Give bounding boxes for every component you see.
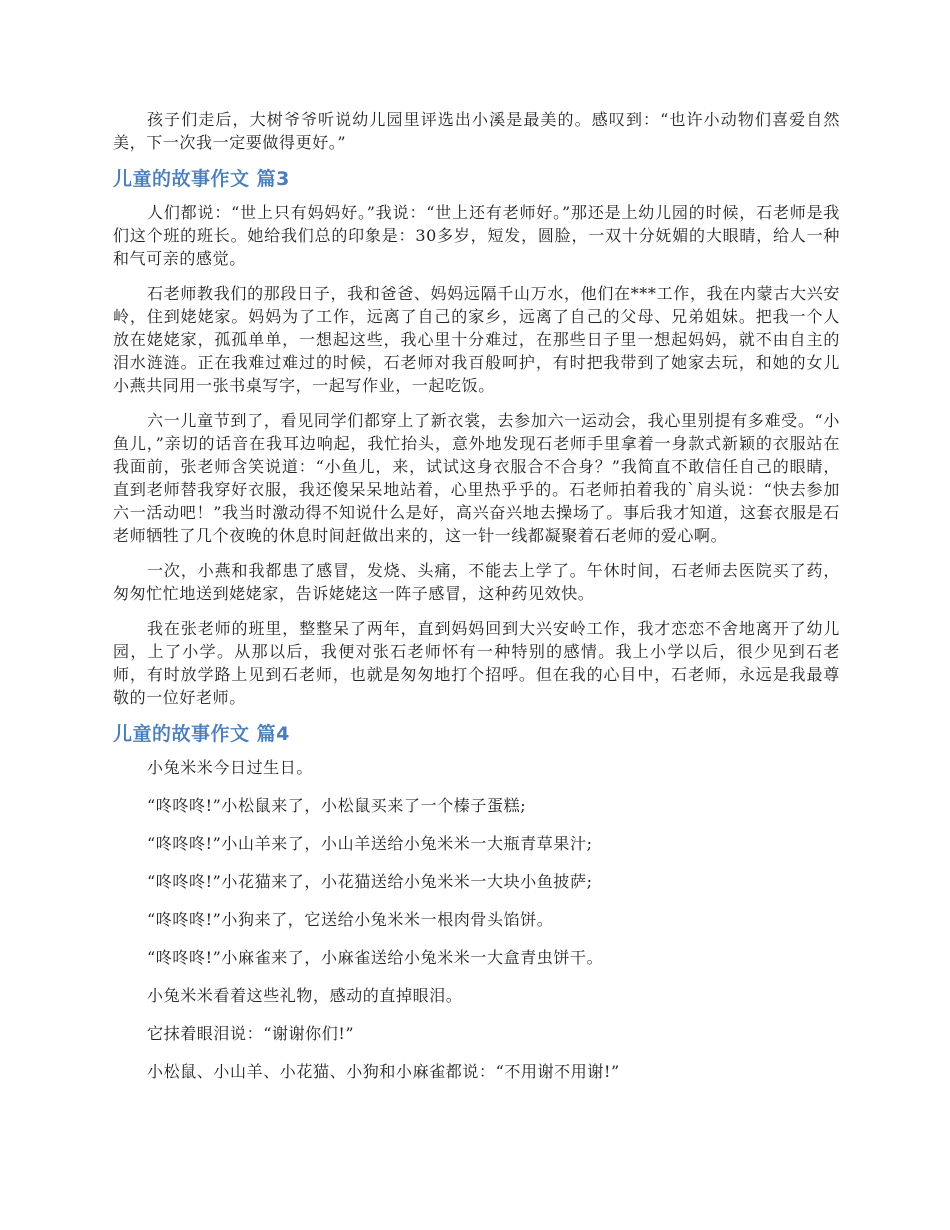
section-3-paragraph-5: 我在张老师的班里，整整呆了两年，直到妈妈回到大兴安岭工作，我才恋恋不舍地离开了幼儿园，上了小学。从那以后，我便对张石老师怀有一种特别的感情。我上小学以后，很少见到石老师，有时放学路上见到石老师，也就是匆匆地打个招呼。但在我的心目中，石老师，永远是我最尊敬的一位好老师。 <box>113 619 840 707</box>
section-4-line-7: 小兔米米看着这些礼物，感动的直掉眼泪。 <box>147 986 463 1005</box>
section-4-heading: 儿童的故事作文 篇4 <box>113 723 290 745</box>
section-4-line-5: “咚咚咚!”小狗来了，它送给小兔米米一根肉骨头馅饼。 <box>147 910 554 929</box>
section-4-line-3: “咚咚咚!”小山羊来了，小山羊送给小兔米米一大瓶青草果汁; <box>147 834 593 853</box>
section-4-line-8: 它抹着眼泪说：“谢谢你们!” <box>147 1024 355 1043</box>
section-4-line-1: 小兔米米今日过生日。 <box>147 758 314 777</box>
document-page <box>113 108 840 1098</box>
section-3-heading: 儿童的故事作文 篇3 <box>113 168 290 190</box>
section-4-line-4: “咚咚咚!”小花猫来了，小花猫送给小兔米米一大块小鱼披萨; <box>147 872 593 891</box>
section-3-paragraph-2: 石老师教我们的那段日子，我和爸爸、妈妈远隔千山万水，他们在***工作，我在内蒙古大兴安岭，住到姥姥家。妈妈为了工作，远离了自己的家乡，远离了自己的父母、兄弟姐妹。把我一个人放在姥姥家，孤孤单单，一想起这些，我心里十分难过，在那些日子里一想起妈妈，就不由自主的泪水涟涟。正在我难过难过的时候，石老师对我百般呵护，有时把我带到了她家去玩，和她的女儿小燕共同用一张书桌写字，一起写作业，一起吃饭。 <box>113 284 840 395</box>
section-4-line-6: “咚咚咚!”小麻雀来了，小麻雀送给小兔米米一大盒青虫饼干。 <box>147 948 604 967</box>
section-4-line-9: 小松鼠、小山羊、小花猫、小狗和小麻雀都说：“不用谢不用谢!” <box>147 1062 620 1081</box>
section-3-paragraph-4: 一次，小燕和我都患了感冒，发烧、头痛，不能去上学了。午休时间，石老师去医院买了药，匆匆忙忙地送到姥姥家，告诉姥姥这一阵子感冒，这种药见效快。 <box>113 561 840 603</box>
section-4-line-2: “咚咚咚!”小松鼠来了，小松鼠买来了一个榛子蛋糕; <box>147 796 527 815</box>
section-3-paragraph-3: 六一儿童节到了，看见同学们都穿上了新衣裳，去参加六一运动会，我心里别提有多难受。“小鱼儿，”亲切的话音在我耳边响起，我忙抬头，意外地发现石老师手里拿着一身款式新颖的衣服站在我面前，张老师含笑说道：“小鱼儿，来，试试这身衣服合不合身？”我简直不敢信任自己的眼睛，直到老师替我穿好衣服，我还傻呆呆地站着，心里热乎乎的。石老师拍着我的`肩头说：“快去参加六一活动吧！”我当时激动得不知说什么是好，高兴奋兴地去操场了。事后我才知道，这套衣服是石老师牺牲了几个夜晚的休息时间赶做出来的，这一针一线都凝聚着石老师的爱心啊。 <box>113 411 840 545</box>
section-3-paragraph-1: 人们都说：“世上只有妈妈好。”我说：“世上还有老师好。”那还是上幼儿园的时候，石老师是我们这个班的班长。她给我们总的印象是：30多岁，短发，圆脸，一双十分妩媚的大眼睛，给人一种和气可亲的感觉。 <box>113 203 840 268</box>
intro-paragraph: 孩子们走后，大树爷爷听说幼儿园里评选出小溪是最美的。感叹到：“也许小动物们喜爱自然美，下一次我一定要做得更好。” <box>113 110 840 152</box>
